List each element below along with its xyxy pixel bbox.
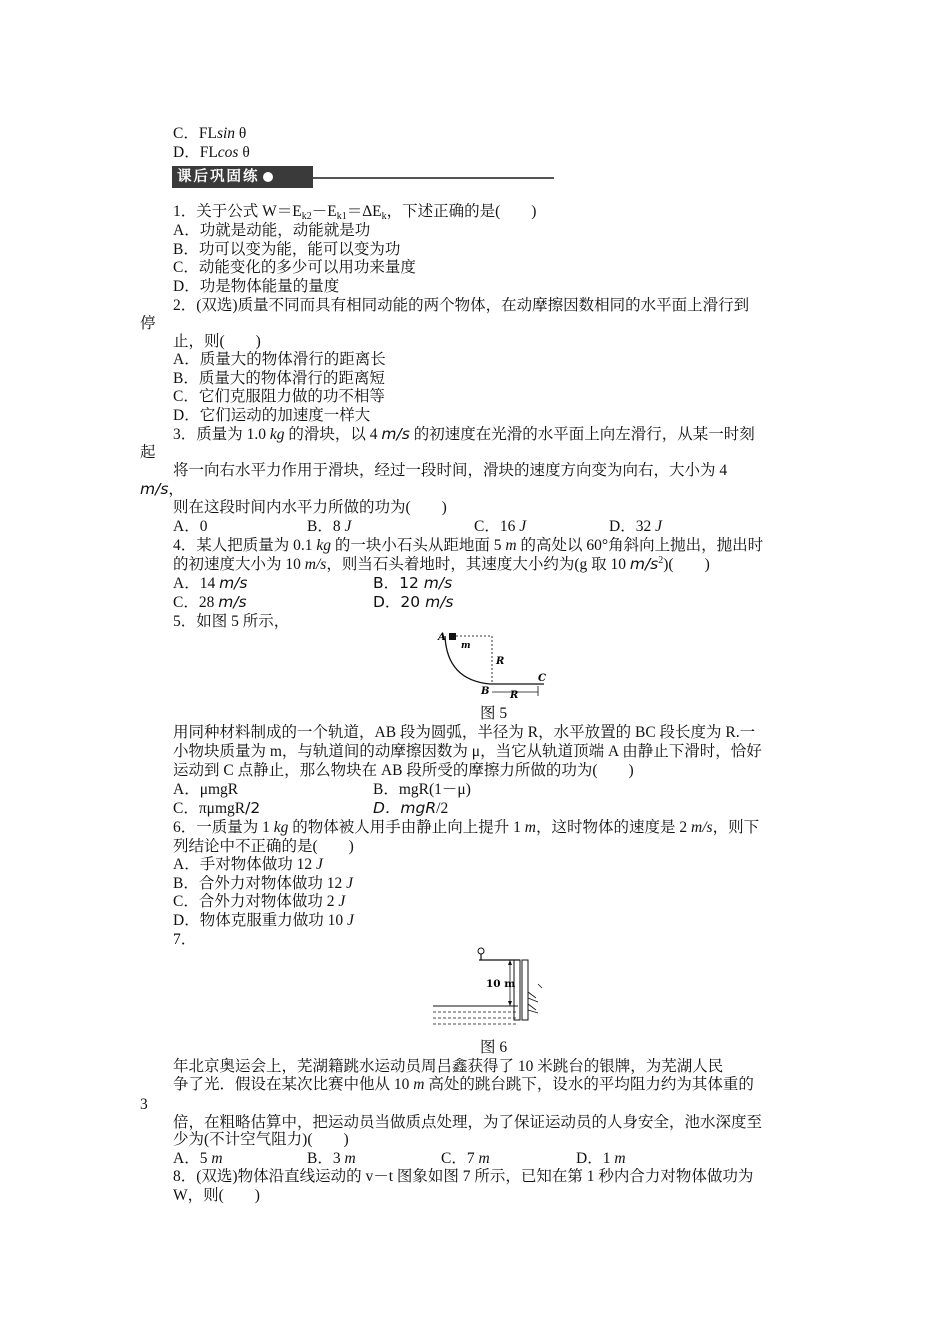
option-label: D．1 [576,1150,615,1167]
q5-line3: 小物块质量为 m，与轨道间的动摩擦因数为 μ，当它从轨道顶端 A 由静止下滑时，恰好 [173,743,762,760]
q1-stem-part: ，下述正确的是( ) [386,203,537,220]
diver-head-icon [478,948,484,954]
q5-option-b: B．mgR(1－μ) [373,781,471,798]
unit: m [478,1150,490,1167]
q4-text: ，则当石头着地时，其速度大小约为(g 取 10 [326,556,630,573]
q7-number: 7． [173,931,197,948]
option-label: D．32 [609,518,656,535]
section-title-text: 课后巩固练 [177,169,260,185]
bullet-dot-icon [263,172,273,182]
q1-stem-part: 1．关于公式 W＝E [173,203,302,220]
option-label: D．物体克服重力做功 10 [173,912,347,929]
q2-option-d: D．它们运动的加速度一样大 [173,407,371,424]
q2-option-b: B．质量大的物体滑行的距离短 [173,370,385,387]
option-label: B．3 [307,1150,345,1167]
unit: m/s [425,593,454,611]
q2-option-c: C．它们克服阻力做的功不相等 [173,388,385,405]
option-label: A．14 [173,575,220,592]
q1-stem-part: －E [311,203,337,220]
q7-text: 高处的跳台跳下，设水的平均阻力约为其体重的 [424,1076,754,1093]
option-tail: θ [238,144,250,161]
q1-sub: k1 [336,211,347,222]
q1-stem [173,202,536,221]
label-b: B [481,686,490,697]
q6-option-b [173,874,353,893]
q8-line1 [173,1167,753,1186]
option-label: D．mgR [373,799,437,817]
q2-line: 质量不同而具有相同动能的两个物体，在动摩擦因数相同的水平面上滑行到 [237,297,750,314]
unit: m/s [423,574,453,592]
q1-option-c: C．动能变化的多少可以用功来量度 [173,259,416,276]
option-label: C．16 [474,518,520,535]
q5-option-d [373,799,448,818]
unit: m [344,1150,356,1167]
ground-hatch-icon [528,992,538,1013]
q4-text: )( ) [663,556,710,573]
q6-text: 的物体被人用手由静止向上提升 1 [288,819,525,836]
unit: m/s [629,555,659,573]
unit: kg [269,426,285,443]
section-title [172,166,313,188]
section-rule [310,177,554,179]
unit: kg [316,537,332,554]
figure-6-caption: 图 6 [480,1039,508,1056]
q7-option-a [173,1149,223,1168]
unit: m/s [218,593,247,611]
q8-number: 8． [173,1168,197,1185]
q6-text: ，则下 [712,819,760,836]
height-label: 10 m [486,978,516,990]
option-label: B．合外力对物体做功 12 [173,875,347,892]
unit: J [346,875,353,892]
unit: m/s [304,556,327,573]
unit: m [614,1150,626,1167]
q4-option-b [373,574,452,593]
unit: m/s [219,574,248,592]
label-a: A [438,632,446,643]
q7-wrap: 3 [140,1096,148,1113]
q2-number: 2． [173,297,197,314]
q3-text: ， [168,481,184,498]
option-label: C．πμmgR [173,800,246,817]
option-tail: θ [235,125,247,142]
option-fn: cos [217,144,239,161]
unit: J [346,912,354,929]
q1-option-d: D．功是物体能量的量度 [173,278,340,295]
figure-5-caption: 图 5 [480,705,508,722]
q1-stem-part: ＝ΔE [346,203,382,220]
q6-option-c [173,892,345,911]
unit: m [211,1150,223,1167]
label-r-vertical: R [496,656,505,667]
option-label: C．合外力对物体做功 2 [173,893,339,910]
q3-line2 [173,461,727,480]
q3-option-d [609,517,662,536]
unit: m/s [691,819,713,836]
unit: m/s [381,425,410,443]
q8-line2: W，则( ) [173,1187,260,1204]
q3-wrap1: 起 [140,444,156,461]
unit: J [519,518,527,535]
q7-option-b [307,1149,356,1168]
unit: m [505,537,517,554]
q1-sub: k [381,211,387,222]
q7-option-d [576,1149,626,1168]
q4-line1 [173,536,763,555]
q4-text: 4．某人把质量为 0.1 [173,537,317,554]
q6-line2: 列结论中不正确的是( ) [173,838,354,855]
option-label: C．FL [173,125,217,142]
q5-line1: 5．如图 5 所示， [173,613,290,630]
height-arrow-top-icon [508,960,512,965]
top-option-d [173,143,250,162]
q2-wrap: 停 [140,315,156,332]
figure-6-diving-diagram [430,946,550,1032]
q3-wrap2 [140,480,184,499]
q3-text: 3．质量为 1.0 [173,426,270,443]
option-label: A．手对物体做功 12 [173,856,316,873]
q4-option-d [373,593,454,612]
q5-option-a: A．μmgR [173,781,239,798]
q2-option-a: A．质量大的物体滑行的距离长 [173,351,386,368]
q7-line2 [173,1075,754,1094]
option-fn: sin [216,125,236,142]
q1-option-a: A．功就是动能，动能就是功 [173,222,371,239]
figure-5-track-diagram [432,628,552,703]
q4-text: 的一块小石头从距地面 5 [331,537,506,554]
label-c: C [538,673,546,684]
option-label: B．8 [307,518,345,535]
unit: m [413,1076,425,1093]
tick-mark-icon [538,984,542,988]
q1-option-b: B．功可以变为能，能可以变为功 [173,241,401,258]
q6-line1 [173,818,759,837]
top-option-c [173,124,246,143]
q5-line2: 用同种材料制成的一个轨道，AB 段为圆弧，半径为 R，水平放置的 BC 段长度为 R.一 [173,724,756,741]
q7-line1: 年北京奥运会上，芜湖籍跳水运动员周吕鑫获得了 10 米跳台的银牌，为芜湖人民 [173,1058,724,1075]
q4-text: 的初速度大小为 10 [173,556,305,573]
q6-text: 6．一质量为 1 [173,819,274,836]
q7-line4: 少为(不计空气阻力)( ) [173,1131,349,1148]
label-r-horizontal: R [510,690,519,701]
q5-line4: 运动到 C 点静止，那么物块在 AB 段所受的摩擦力所做的功为( ) [173,762,634,779]
label-m: m [461,641,471,651]
block-m-icon [449,633,456,640]
q3-line1 [173,425,755,444]
unit: m/s [140,480,169,498]
q8-tag: (双选) [196,1168,238,1185]
q6-option-d [173,911,354,930]
height-arrow-bottom-icon [508,1001,512,1006]
q4-text: 的高处以 60°角斜向上抛出，抛出时 [516,537,764,554]
q4-line2 [173,555,710,574]
q4-option-c [173,593,247,612]
q3-text: 的滑块，以 4 [284,426,382,443]
option-label: B．12 [373,574,424,592]
q2-tag: (双选) [196,297,238,314]
q3-option-b [307,517,351,536]
unit: J [655,518,662,535]
unit: m [524,819,536,836]
unit: J [315,856,323,873]
superscript: 2 [658,555,664,566]
q3-line3: 则在这段时间内水平力所做的功为( ) [173,499,447,516]
option-label: D．FL [173,144,218,161]
unit: J [344,518,352,535]
tower-left-post [514,960,520,1020]
unit: J [338,893,346,910]
q7-text: 争了光．假设在某次比赛中他从 10 [173,1076,414,1093]
q3-text: 将一向右水平力作用于滑块，经过一段时间，滑块的速度方向变为向右，大小为 4 [173,462,728,479]
option-label: A．5 [173,1150,212,1167]
q2-line2: 止，则( ) [173,333,261,350]
q3-option-a: A．0 [173,518,208,535]
q7-option-c [441,1149,490,1168]
q8-text: 物体沿直线运动的 v－t 图象如图 7 所示，已知在第 1 秒内合力对物体做功为 [237,1168,754,1185]
q7-line3: 倍，在粗略估算中，把运动员当做质点处理，为了保证运动员的人身安全，池水深度至 [173,1114,763,1131]
option-label: C．7 [441,1150,479,1167]
tower-right-post [522,960,528,1020]
q3-option-c [474,517,526,536]
option-tail: /2 [436,800,449,817]
section-header [172,166,554,190]
option-label: C．28 [173,594,219,611]
unit: kg [273,819,289,836]
q6-option-a [173,855,323,874]
option-tail: /2 [245,799,261,817]
q4-option-a [173,574,247,593]
q3-text: 的初速度在光滑的水平面上向左滑行，从某一时刻 [409,426,755,443]
q5-option-c [173,799,260,818]
q6-text: ，这时物体的速度是 2 [536,819,692,836]
option-label: D．20 [373,593,426,611]
q1-sub: k2 [301,211,312,222]
q2-stem [173,296,749,315]
